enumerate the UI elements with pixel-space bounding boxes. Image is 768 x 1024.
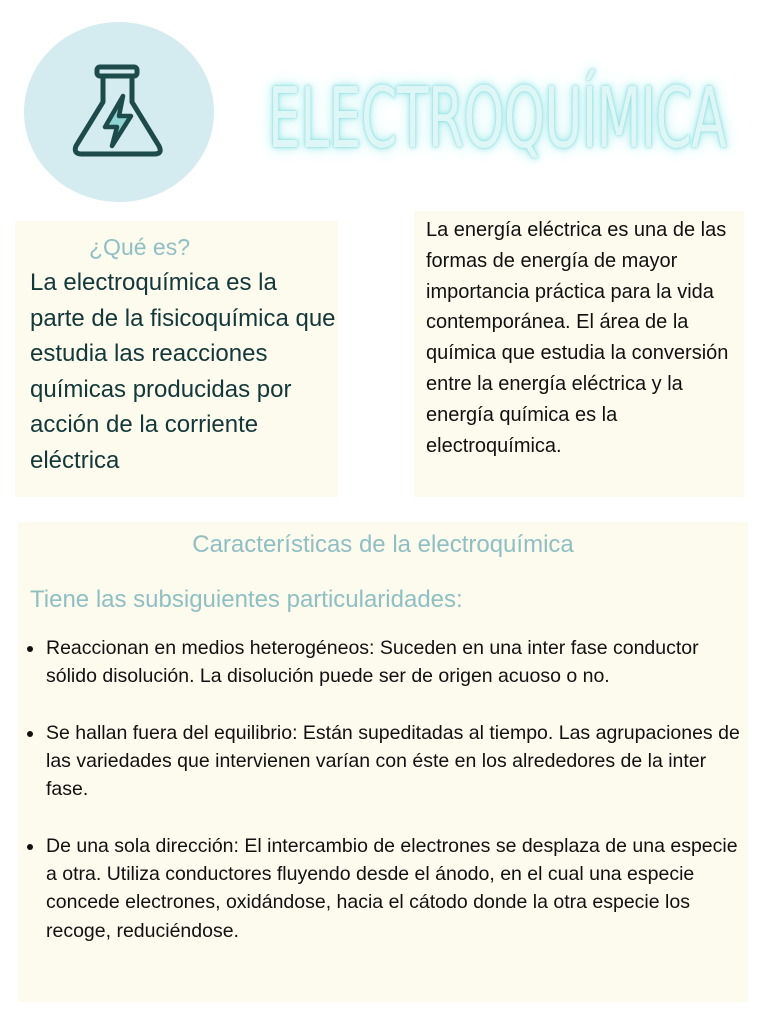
- flask-lightning-icon: [64, 62, 174, 162]
- feature-item-direction: [46, 832, 746, 945]
- feature-text: Se hallan fuera del equilibrio: Están supeditadas al tiempo. Las agrupaciones de las variedades que intervienen varían con éste en los alrededores de la inter fase.: [46, 721, 740, 801]
- energy-text: La energía eléctrica es una de las formas de energía de mayor importancia práctica para la vida contemporánea. El área de la química que estudia la conversión entre la energía eléctrica y la energía química es la electroquímica.: [426, 219, 729, 457]
- bullet-icon: [27, 844, 33, 850]
- bullet-icon: [27, 731, 33, 737]
- energy-card: [414, 211, 744, 497]
- features-list: [18, 634, 746, 973]
- feature-item-heterogeneous: [46, 634, 746, 690]
- bullet-icon: [27, 646, 33, 652]
- what-is-card: [15, 221, 338, 497]
- logo-badge: [24, 22, 214, 202]
- feature-text: De una sola dirección: El intercambio de electrones se desplaza de una especie a otra. Utiliza conductores fluyendo desde el ánodo, en el cual una especie concede electrones, oxidándose, hacia el cátodo donde la otra especie los recoge, reduciéndose.: [46, 835, 738, 942]
- features-title: Características de la electroquímica: [192, 531, 574, 558]
- page-title: ELECTROQUÍMICA: [268, 69, 727, 167]
- what-is-heading: ¿Qué es?: [89, 234, 190, 260]
- features-subtitle: Tiene las subsiguientes particularidades:: [30, 586, 463, 613]
- what-is-text: La electroquímica es la parte de la fisicoquímica que estudia las reacciones químicas producidas por acción de la corriente eléctrica: [30, 269, 336, 474]
- feature-text: Reaccionan en medios heterogéneos: Suceden en una inter fase conductor sólido disolución. La disolución puede ser de origen acuoso o no.: [46, 637, 699, 688]
- feature-item-equilibrium: [46, 719, 746, 804]
- features-card: [18, 522, 748, 1002]
